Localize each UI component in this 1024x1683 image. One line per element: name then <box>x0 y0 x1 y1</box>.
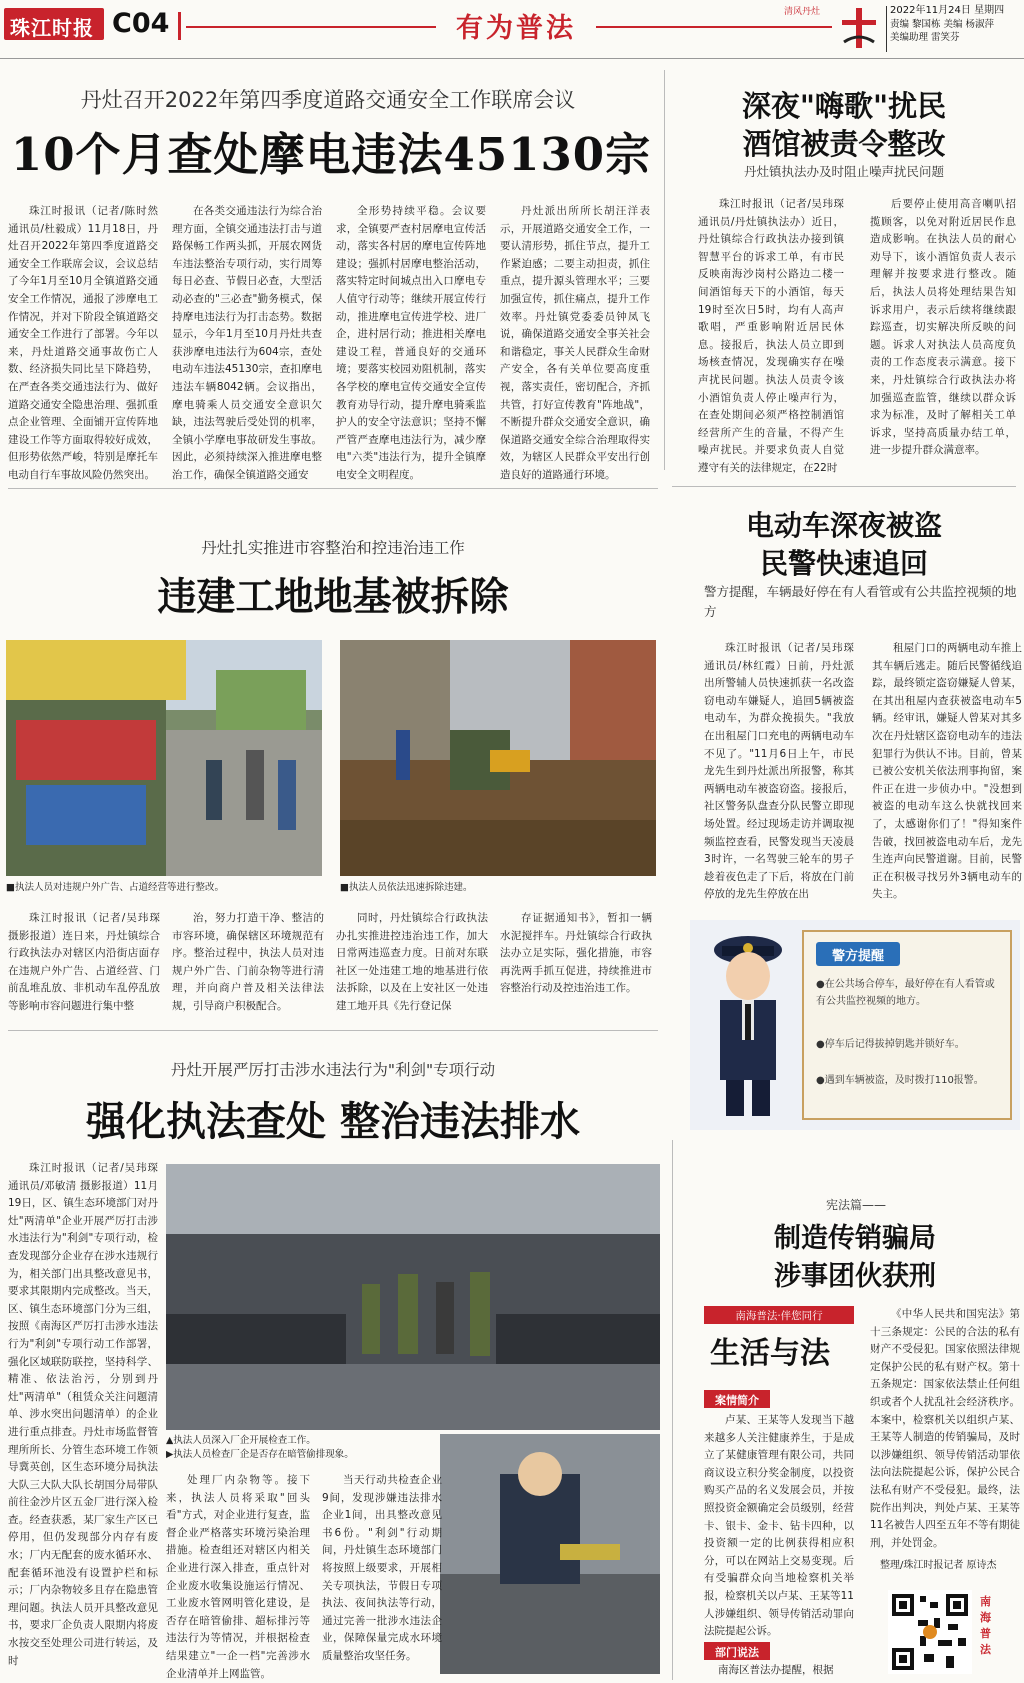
case-tag-text: 案情简介 <box>715 1394 759 1407</box>
article-4-headline-line-1: 电动车深夜被盗 <box>745 509 942 542</box>
masthead-rule-right <box>596 26 832 28</box>
article-3-col-1: 珠江时报讯（记者/吴玮琛 摄影报道）连日来，丹灶镇综合行政执法办对辖区内沿街店面存在违规户外广告、占道经营、门前乱堆乱放、非机动车乱停乱放等影响市容问题进行集中整 <box>8 912 160 1012</box>
article-1-kicker: 丹灶召开2022年第四季度道路交通安全工作联席会议 <box>80 88 576 112</box>
life-and-law-badge <box>704 1306 854 1382</box>
article-6-credit: 整理/珠江时报记者 原诗杰 <box>880 1560 997 1571</box>
article-6-headline-line-1: 制造传销骗局 <box>774 1223 936 1254</box>
article-3-col-4: 存证据通知书》，暂扣一辆水泥搅拌车。丹灶镇综合行政执法办立足实际，强化措施，市容再洗两手抓互促进，持续推进市容整治行动及控违治违工作。 <box>500 912 652 995</box>
badge-main-text: 生活与法 <box>710 1336 830 1371</box>
tips-title-badge <box>816 942 900 966</box>
date-line: 2022年11月24日 星期四 <box>890 5 1005 16</box>
article-3-caption-1: ■执法人员对违规户外广告、占道经营等进行整改。 <box>6 882 224 893</box>
article-2-headline-line-1: 深夜"嗨歌"扰民 <box>741 89 947 123</box>
tips-board <box>802 930 1012 1120</box>
editors-line-1: 责编 黎国栋 美编 杨淑萍 <box>890 19 995 30</box>
horizontal-divider-1 <box>8 488 658 489</box>
masthead-bottom-rule <box>0 58 1024 59</box>
article-4-col-2: 租屋门口的两辆电动车推上其车辆后逃走。随后民警循线追踪，最终锁定盗窃嫌疑人曾某，在其出租屋内查获被盗电动车5辆。经审讯，嫌疑人曾某对其多次在丹灶辖区盗窃电动车的违法犯罪行为供认不讳。目前，曾某已被公安机关依法刑事拘留，案件正在进一步侦办中。"没想到被盗的电动车这么快就找回来了，太感谢你们了！"得知案件告破，找回被盗电动车后，龙先生连声向民警道谢。目前，民警正在积极寻找另外3辆电动车的失主。 <box>872 642 1022 901</box>
badge-top-strip <box>704 1306 854 1324</box>
vertical-divider-top <box>664 70 665 470</box>
article-3-headline: 违建工地地基被拆除 <box>157 574 509 620</box>
dept-tag-text: 部门说法 <box>715 1646 759 1659</box>
article-5-headline: 强化执法查处 整治违法排水 <box>86 1098 580 1145</box>
masthead-divider <box>178 12 181 40</box>
tip-1: ●在公共场合停车，最好停在有人看管或有公共监控视频的地方。 <box>816 979 995 1007</box>
article-4-col-1: 珠江时报讯（记者/吴玮琛 通讯员/林红霞）日前，丹灶派出所警辅人员快速抓获一名改盗窃电动车嫌疑人，追回5辆被盗电动车，为群众挽损失。"我放在出租屋门口充电的两辆电动车不见了。"11月6日上午，市民龙先生到丹灶派出所报警，称其两辆电动车被盗窃盗。接报后，社区警务队盘查分队民警立即现场处置。经过现场走访并调取视频监控查看，民警发现当天凌晨3时许，一名驾驶三轮车的男子趁着夜色走了下后，将放在门前停放的龙先生停放在出 <box>704 642 854 901</box>
dept-tag <box>704 1642 770 1660</box>
horizontal-divider-2 <box>8 1030 658 1031</box>
qr-code[interactable] <box>888 1590 972 1674</box>
case-tag <box>704 1390 770 1408</box>
article-3-col-3: 同时，丹灶镇综合行政执法办扎实推进控违治违工作，加大日常两违巡查力度。日前对东联社区一处违建工地的地基进行依法拆除，以及在上安社区一处违建工地开具《先行登记保 <box>336 912 488 1012</box>
article-3-col-2: 治，努力打造干净、整洁的市容环境，确保辖区环境规范有序。整治过程中，执法人员对违规户外广告、门前杂物等进行清理，并向商户普及相关法律法规，引导商户积极配合。 <box>172 912 324 1012</box>
paper-name: 珠江时报 <box>10 16 94 40</box>
street-vendor-photo <box>6 640 322 876</box>
masthead-vline <box>886 6 887 52</box>
horizontal-divider-right <box>672 486 1016 487</box>
article-1-col-2: 在各类交通违法行为综合治理方面，全镇交通违法打击与道路保畅工作两头抓，开展农网货车违法整治专项行动，实行周筹每日必查、节假日必查，大型活动必查的"三必查"勤务模式，保持摩电违法行为打击态势。数据显示，今年1月至10月丹灶共查获涉摩电违法行为604宗，查处电动车违法45130宗，查扣摩电违法车辆8042辆。会议指出，摩电骑乘人员交通安全意识欠缺，违法驾驶后受处罚的机率，全镇小学摩电事故研发生事故。因此，必须持续深入推进摩电整治工作，确保全镇道路交通安 <box>172 205 322 481</box>
article-5-col-1: 珠江时报讯（记者/吴玮琛 通讯员/邓敏清 摄影报道）11月19日，区、镇生态环境部门对丹灶"两清单"企业开展严厉打击涉水违法行为"利剑"专项行动，检查发现部分企业存在涉水违规行为，相关部门出具整改意见书，要求其限期内完成整改。当天，区、镇生态环境部门分为三组，按照《南海区严厉打击涉水违法行为"利剑"专项行动工作部署，强化区域联防联控，坚持科学、精准、依法治污，分别到丹灶"两清单"（租赁众关注问题清单、涉水突出问题清单）的企业进行重点排查。丹灶市场监督管理所所长、分管生态环境工作领导冀英创，区生态环境分局执法大队三大队大队长胡国分局带队前往金沙片区五金厂进行深入检查。经查获悉，某厂家生产区已停用，但仍发现部分内存有废水；厂内无配套的废水循环水、配套循环池没有设置护栏和标示；厂内杂物较多且存在隐患管理问题。执法人员开具整改意见书，要求厂企负责人限期内将废水按交至处理公司进行转运，及时 <box>8 1162 158 1667</box>
demolition-site-photo <box>340 640 656 876</box>
tip-2: ●停车后记得拔掉钥匙并锁好车。 <box>816 1039 965 1050</box>
section-title: 有为普法 <box>456 13 576 44</box>
article-2-kicker: 丹灶镇执法办及时阻止噪声扰民问题 <box>743 164 944 179</box>
police-tips-box <box>690 920 1020 1130</box>
article-2-col-2: 后要停止使用高音喇叭招揽顾客，以免对附近居民作息造成影响。在执法人员的耐心劝导下，该小酒馆负责人表示理解并按要求进行整改。随后，执法人员将处理结果告知诉求用户，表示后续将继续跟踪巡查，切实解决所反映的问题。诉求人对执法人员高度负责的工作态度表示满意。接下来，丹灶镇综合行政执法办将加强巡查监管，继续以群众诉求为标准，及时了解相关工单诉求，坚持高质量办结工单，进一步提升群众满意率。 <box>870 198 1016 457</box>
article-1-headline: 10个月查处摩电违法45130宗 <box>10 128 652 181</box>
article-6-col-2: 《中华人民共和国宪法》第十三条规定：公民的合法的私有财产不受侵犯。国家依照法律规定保护公民的私有财产权。第十五条规定：国家依法禁止任何组织或者个人扰乱社会经济秩序。本案中，检察机关以组织卢某、王某等人制造的传销骗局，及时以涉嫌组织、领导传销活动罪依法向法院提起公诉，保护公民合法私有财产不受侵犯。最终，法院作出判决，判处卢某、王某等11名被告人四至五年不等有期徒刑，并处罚金。 <box>870 1308 1020 1549</box>
series-label: 宪法篇—— <box>826 1198 887 1212</box>
factory-inspection-photo <box>166 1164 660 1430</box>
page-number: C04 <box>112 8 170 39</box>
masthead <box>0 0 1024 56</box>
tips-title: 警方提醒 <box>831 949 884 964</box>
article-4-headline-line-2: 民警快速追回 <box>759 547 928 580</box>
article-1-col-4: 丹灶派出所所长胡汪洋表示，开展道路交通安全工作，一要认清形势，抓住节点，提升工作紧迫感；二要主动担责，抓住重点，提升源头管理水平；三要加强宣传，抓住痛点，提升工作效率。丹灶镇党委委员钟凤飞说，确保道路交通安全事关社会和谐稳定，事关人民群众生命财产安全，各有关单位要高度重视，落实责任，密切配合，齐抓共管，打好宣传教育"阵地战"，不断提升群众交通安全意识，确保道路交通安全综合治理取得实效，为辖区人民群众平安出行创造良好的道路通行环境。 <box>500 205 650 481</box>
article-5-col-2: 处理厂内杂物等。接下来，执法人员将采取"回头看"方式，对企业进行复查，监督企业严格落实环境污染治理措施。检查组还对辖区内相关企业进行深入排查，重点针对企业废水收集设施运行情况、工业废水管网明管化建设，是否存在暗管偷排、超标排污等违法行为等情况，并根据检查结果建立"一企一档"完善涉水企业清单并上网监管。 <box>166 1474 310 1680</box>
article-4-kicker: 警方提醒，车辆最好停在有人看管或有公共监控视频的地方 <box>704 584 1017 619</box>
article-5-kicker: 丹灶开展严厉打击涉水违法行为"利剑"专项行动 <box>170 1061 496 1079</box>
article-5-caption-1: ▲执法人员深入厂企开展检查工作。 <box>166 1435 316 1446</box>
masthead-rule-left <box>186 26 436 28</box>
article-2-headline-line-2: 酒馆被责令整改 <box>742 127 946 161</box>
badge-top-text: 南海普法·伴您同行 <box>735 1310 823 1322</box>
police-officer-icon <box>698 924 798 1124</box>
vertical-divider-bottom <box>672 1140 673 1680</box>
article-3-kicker: 丹灶扎实推进市容整治和控违治违工作 <box>201 539 465 557</box>
article-6-col-1: 卢某、王某等人发现当下越来越多人关注健康养生，于是成立了某健康管理有限公司，共同商议设立积分奖金制度，以投资购买产品的名义发展会员，并按照投资金额确定会员级别，经营卡、银卡、金卡、钻卡四种，以投资额一定的比例获得相应积分，可以在网站上交易变现。后有受骗群众向当地检察机关举报，检察机关以卢某、王某等11人涉嫌组织、领导传销活动罪向法院提起公诉。 <box>704 1414 854 1638</box>
article-2-col-1: 珠江时报讯（记者/吴玮琛 通讯员/丹灶镇执法办）近日，丹灶镇综合行政执法办接到镇智慧平台的诉求工单，有市民反映南海沙岗村公路边二楼一间酒馆每天下的小酒馆，每天19时至次日5时，均有人高声歌唱，严重影响附近居民休息。接报后，执法人员立即到场核查情况，发现确实存在噪声扰民问题。执法人员责令该小酒馆负责人停止噪声行为，在查处期间必须严格控制酒馆经营所产生的音量，不得产生噪声扰民。并要求负责人自觉遵守有关的法律规定，在22时 <box>698 198 844 474</box>
tip-3: ●遇到车辆被盗，及时拨打110报警。 <box>816 1075 984 1086</box>
paper-logo <box>4 8 104 40</box>
article-6-col-1-end: 南海区普法办提醒，根据 <box>718 1664 834 1676</box>
article-6-headline-line-2: 涉事团伙获刑 <box>774 1261 936 1292</box>
clean-danzao-logo <box>836 6 882 52</box>
editors-line-2: 美编助理 雷笑芬 <box>890 32 960 43</box>
article-5-caption-2: ▶执法人员检查厂企是否存在暗管偷排现象。 <box>166 1449 354 1460</box>
article-1-col-3: 全形势持续平稳。会议要求，全镇要严查村居摩电宣传活动，落实各村居的摩电宣传阵地建设；强抓村居摩电整治活动，落实特定时间城点出入口摩电专人值守行动等；继续开展宣传行动，推进摩电宣传进学校、进厂企，进村居行动；推进相关摩电建设工程，普通良好的交通环境；要落实校园劝阻机制，落实各学校的摩电宣传交通安全宣传教育劝导行动，提升摩电骑乘监护人的安全守法意识；坚持不懈严管严查摩电违法行为，减少摩电"六类"违法行为，提升全镇摩电安全文明程度。 <box>336 205 486 481</box>
pipe-check-photo <box>440 1434 660 1674</box>
qr-label: 南海普法 <box>980 1595 991 1656</box>
article-1-col-1: 珠江时报讯（记者/陈时然 通讯员/杜毅成）11月18日，丹灶召开2022年第四季度道路交通安全工作联席会议，会议总结了今年1月至10月全镇道路交通安全工作情况，通报了涉摩电工作情况，并对下阶段全镇道路交通安全工作进行了部署。今年以来，丹灶道路交通事故伤亡人数、经济损失同比呈下降趋势，在严查各类交通违法行为、做好道路交通安全隐患治理、强抓重点企业管理、全面铺开宣传阵地建设工作等方面取得较好成效，但形势依然严峻，特别是摩托车电动自行车事故风险仍然突出。 <box>8 205 158 481</box>
article-3-caption-2: ■执法人员依法迅速拆除违建。 <box>340 882 473 893</box>
article-5-col-3: 当天行动共检查企业9间，发现涉嫌违法排水企业1间，出具整改意见书6份。"利剑"行动期间，丹灶镇生态环境部门将按照上级要求，开展相关专项执法，节假日专项执法、夜间执法等行动，通过完善一批涉水违法企业，保障保量完成水环境质量整治攻坚任务。 <box>322 1474 442 1662</box>
logo-caption: 清风丹灶 <box>784 7 821 17</box>
